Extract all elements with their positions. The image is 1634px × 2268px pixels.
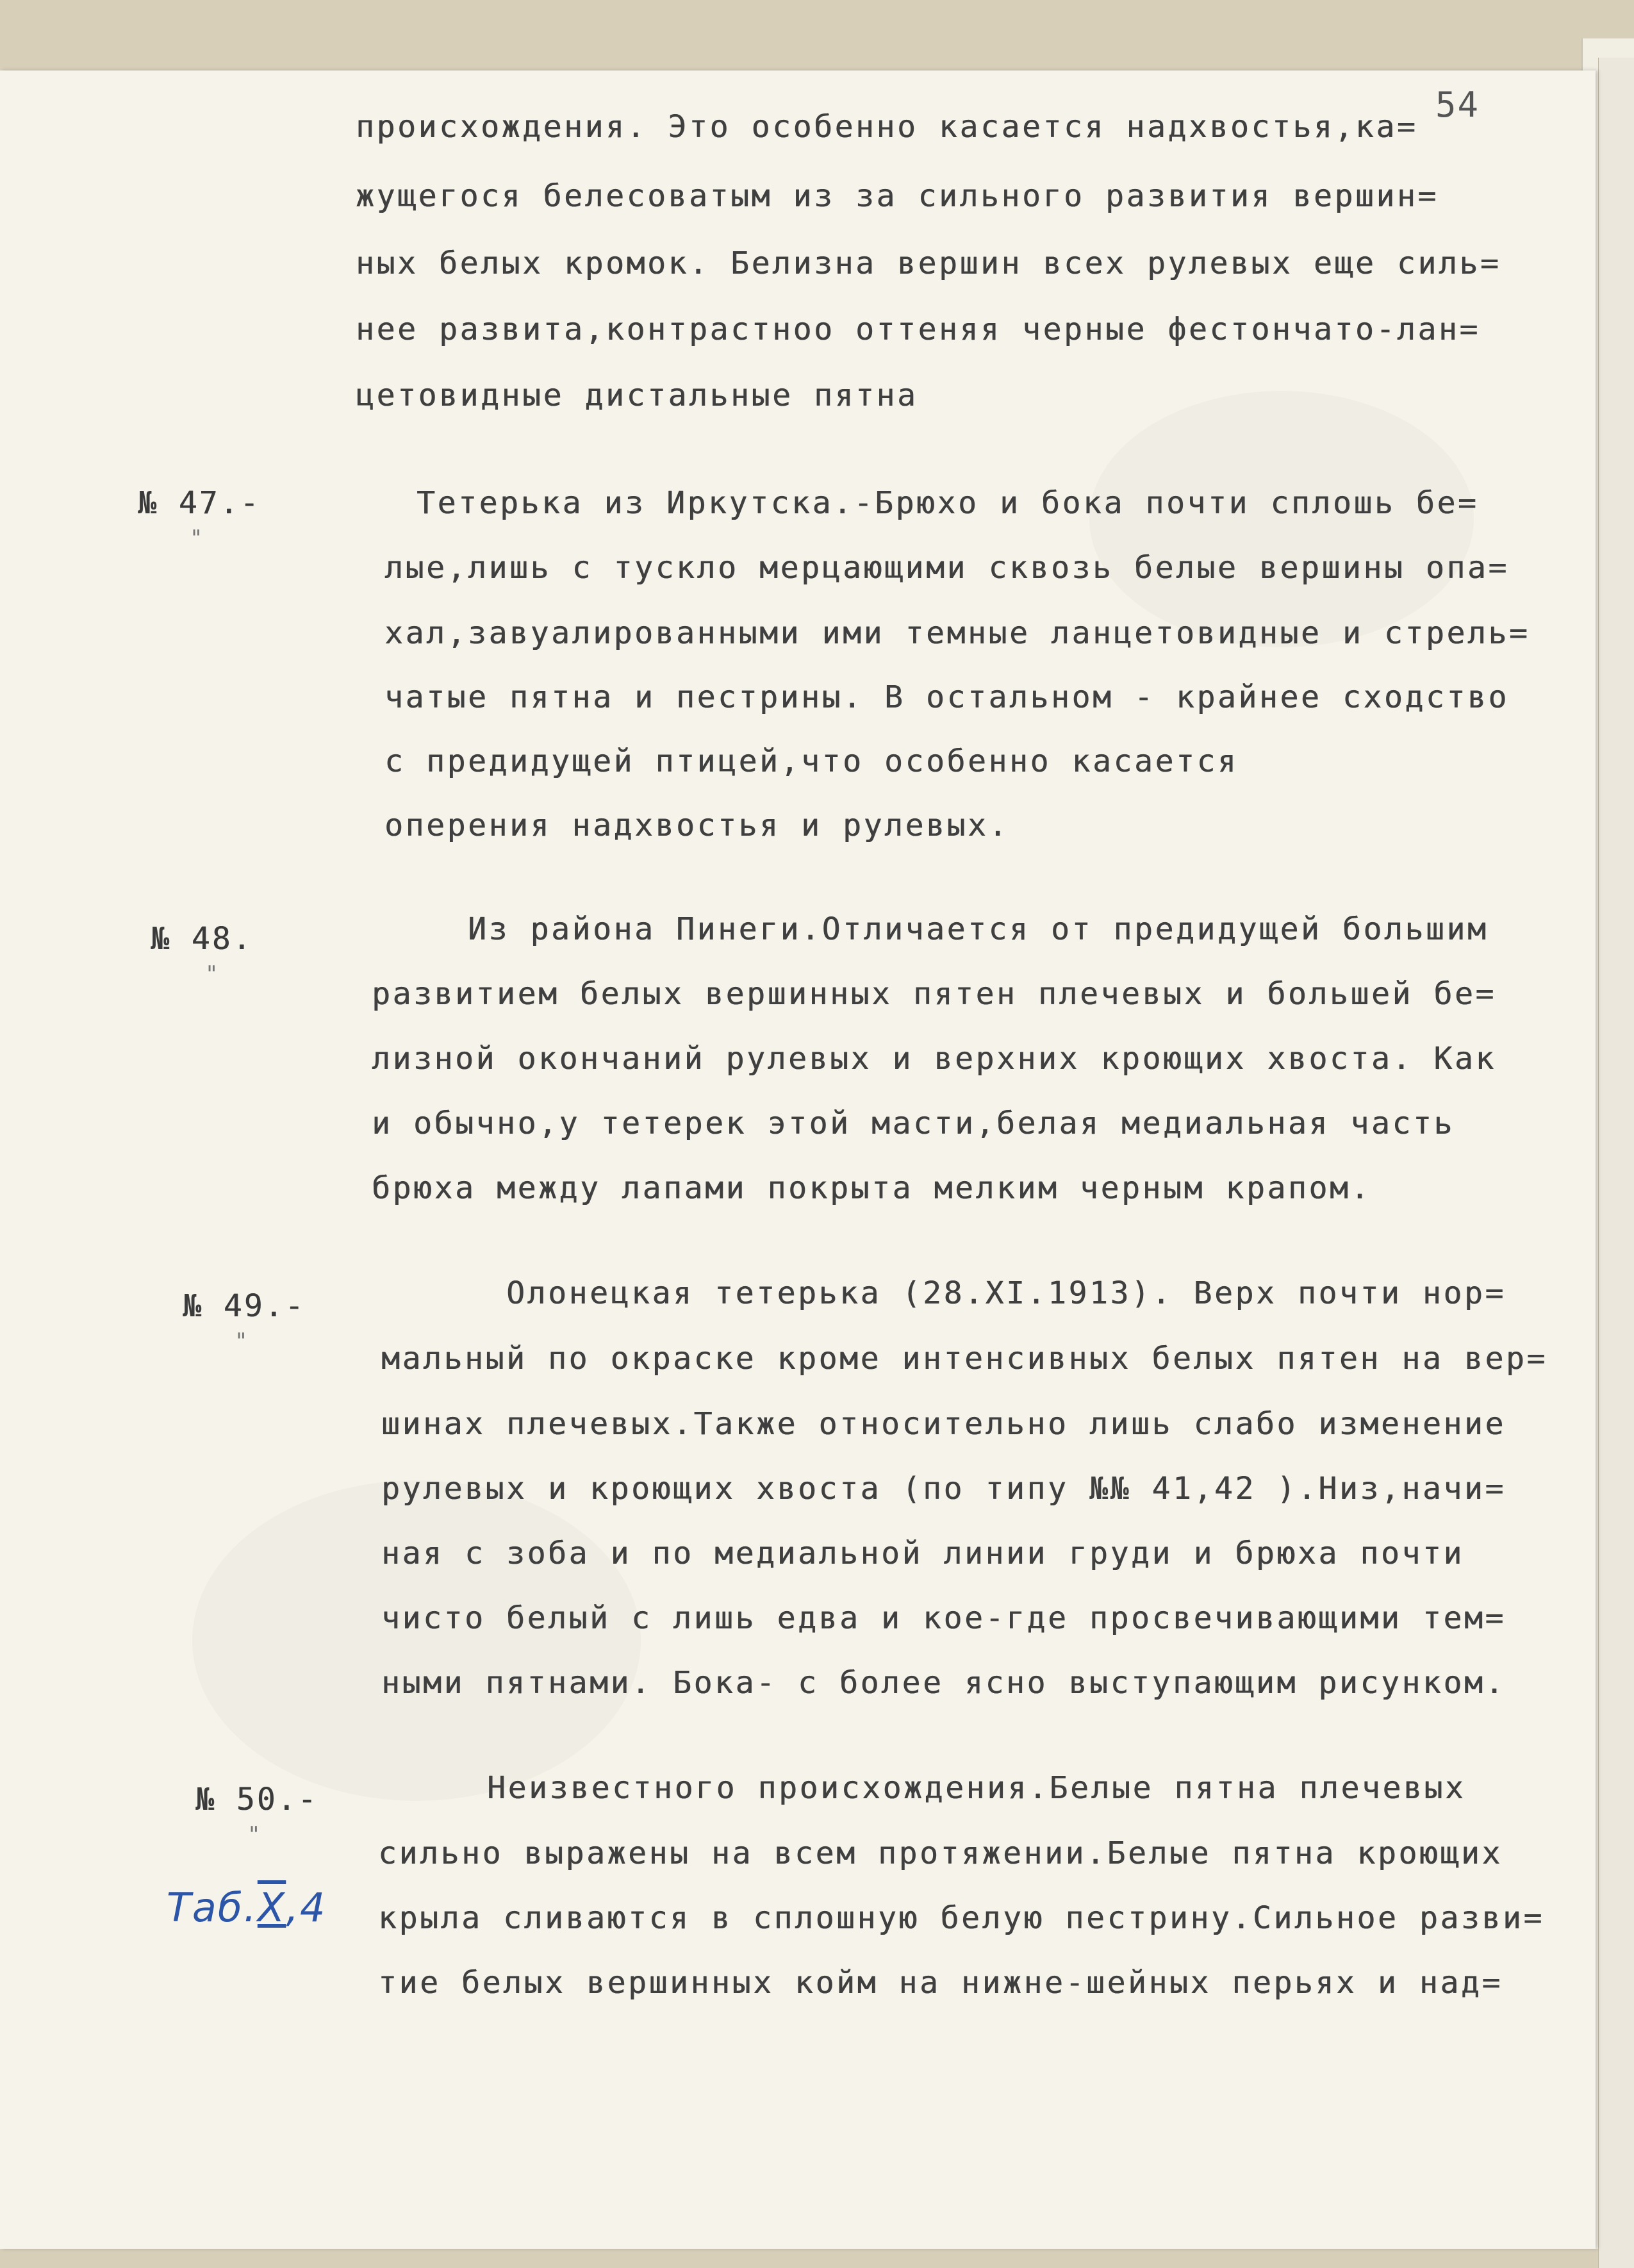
handwritten-margin-note (167, 1884, 326, 1931)
text-line: оперения надхвостья и рулевых. (384, 807, 1009, 843)
page-number: 54 (1435, 85, 1480, 125)
text-line: шинах плечевых.Также относительно лишь слабо изменение (381, 1406, 1506, 1442)
text-line: Тетерька из Иркутска.-Брюхо и бока почти сплошь бе= (417, 485, 1479, 521)
text-line: брюха между лапами покрыта мелким черным крапом. (372, 1170, 1371, 1206)
text-line: ных белых кромок. Белизна вершин всех рулевых еще силь= (356, 245, 1501, 281)
text-line: крыла сливаются в сплошную белую пестрину.Сильное разви= (378, 1900, 1544, 1936)
text-line: и обычно,у тетерек этой масти,белая медиальная часть (372, 1105, 1455, 1141)
text-line: с предидущей птицей,что особенно касается (384, 743, 1239, 779)
ditto-mark: " (247, 1822, 261, 1848)
text-line: лые,лишь с тускло мерцающими сквозь белые вершины опа= (384, 550, 1509, 586)
entry-number: № 49.- (183, 1288, 306, 1324)
text-line: ными пятнами. Бока- с более ясно выступающим рисунком. (381, 1665, 1506, 1701)
text-line: мальный по окраске кроме интенсивных белых пятен на вер= (381, 1341, 1547, 1377)
margin-note-numeral: X (257, 1884, 286, 1931)
ditto-mark: " (205, 961, 219, 987)
background-sheet-2 (1598, 58, 1634, 2268)
entry-number: № 47.- (138, 485, 261, 521)
paper-stain (192, 1480, 641, 1801)
text-line: происхождения. Это особенно касается надхвостья,ка= (356, 109, 1418, 145)
margin-note-suffix: ,4 (286, 1884, 327, 1931)
text-line: развитием белых вершинных пятен плечевых и большей бе= (372, 976, 1496, 1012)
text-line: чатые пятна и пестрины. В остальном - крайнее сходство (384, 679, 1509, 715)
text-line: тие белых вершинных койм на нижне-шейных перьях и над= (378, 1965, 1503, 2001)
text-line: ная с зоба и по медиальной линии груди и брюха почти (381, 1535, 1464, 1571)
entry-number: № 48. (151, 921, 253, 957)
ditto-mark: " (190, 526, 203, 551)
text-line: жущегося белесоватым из за сильного развития вершин= (356, 178, 1439, 214)
text-line: Олонецкая тетерька (28.XI.1913). Верх почти нор= (506, 1275, 1506, 1311)
typewritten-page (0, 70, 1596, 2249)
text-line: Из района Пинеги.Отличается от предидущей большим (468, 911, 1489, 947)
text-line: нее развита,контрастноо оттеняя черные фестончато-лан= (356, 311, 1480, 347)
text-line: рулевых и кроющих хвоста (по типу №№ 41,42 ).Низ,начи= (381, 1471, 1506, 1507)
text-line: лизной окончаний рулевых и верхних кроющих хвоста. Как (372, 1041, 1496, 1077)
margin-note-prefix: Таб. (167, 1884, 258, 1931)
entry-number: № 50.- (195, 1782, 318, 1817)
text-line: чисто белый с лишь едва и кое-где просвечивающими тем= (381, 1600, 1506, 1636)
ditto-mark: " (235, 1329, 248, 1354)
text-line: Неизвестного происхождения.Белые пятна плечевых (487, 1770, 1466, 1806)
text-line: сильно выражены на всем протяжении.Белые пятна кроющих (378, 1835, 1503, 1871)
text-line: цетовидные дистальные пятна (356, 377, 918, 413)
text-line: хал,завуалированными ими темные ланцетовидные и стрель= (384, 615, 1530, 651)
